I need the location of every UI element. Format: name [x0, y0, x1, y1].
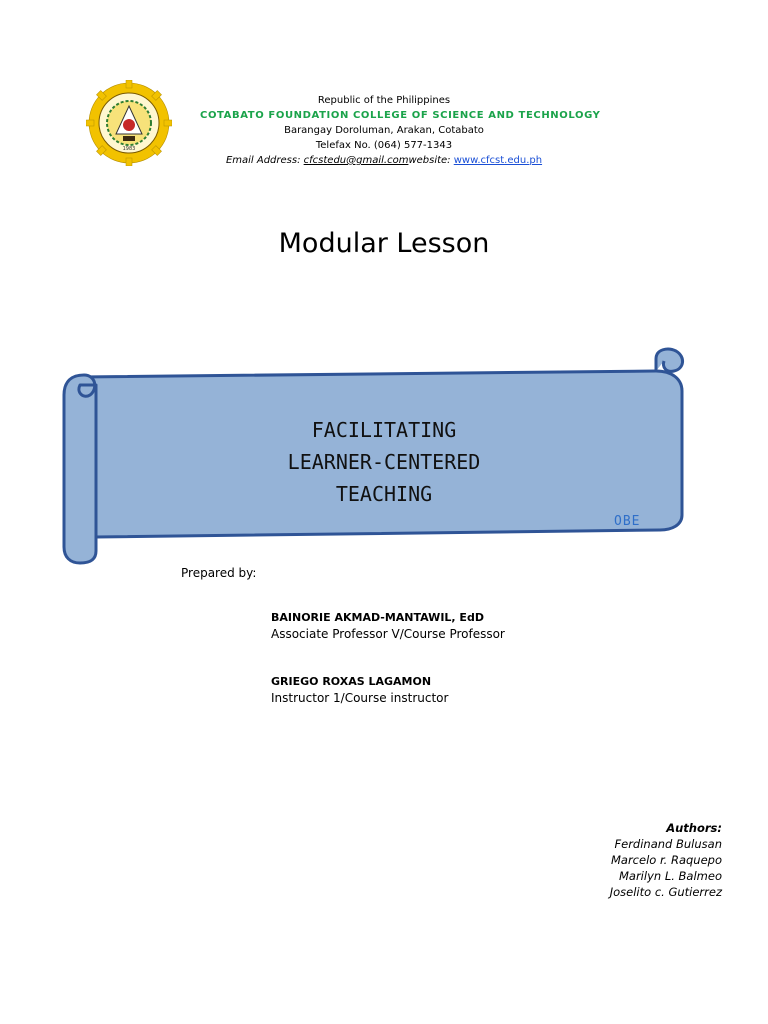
republic-line: Republic of the Philippines — [317, 95, 451, 106]
preparer-2 — [271, 675, 448, 705]
banner-title — [150, 414, 618, 510]
author-name: Ferdinand Bulusan — [614, 837, 722, 851]
website-link[interactable]: www.cfcst.edu.ph — [453, 155, 543, 166]
preparer-2-role: Instructor 1/Course instructor — [271, 691, 449, 705]
author-name: Marcelo r. Raquepo — [610, 853, 722, 867]
preparer-1-name: BAINORIE AKMAD-MANTAWIL, EdD — [271, 611, 484, 624]
page-title: Modular Lesson — [278, 228, 490, 259]
telefax-line: Telefax No. (064) 577-1343 — [315, 140, 453, 151]
college-seal-logo — [86, 80, 172, 166]
website-label: website: — [408, 155, 454, 166]
seal-year: 1983 — [122, 146, 136, 152]
banner-line-3: TEACHING — [335, 482, 433, 506]
author-name: Marilyn L. Balmeo — [618, 869, 722, 883]
preparer-2-name: GRIEGO ROXAS LAGAMON — [271, 675, 432, 688]
prepared-by-label: Prepared by: — [181, 566, 257, 580]
authors-label: Authors: — [666, 821, 722, 835]
email-address: cfcstedu@gmail.com — [303, 155, 409, 166]
letterhead — [200, 93, 601, 168]
email-label: Email Address: — [225, 155, 304, 166]
contact-line — [200, 153, 568, 168]
address-line: Barangay Doroluman, Arakan, Cotabato — [284, 125, 484, 136]
authors-block — [470, 820, 722, 900]
banner-line-2: LEARNER-CENTERED — [287, 450, 481, 474]
preparer-1-role: Associate Professor V/Course Professor — [271, 627, 505, 641]
author-name: Joselito c. Gutierrez — [609, 885, 722, 899]
preparer-1 — [271, 611, 505, 641]
college-name: COTABATO FOUNDATION COLLEGE OF SCIENCE AND TECHNOLOGY — [200, 110, 601, 121]
banner-line-1: FACILITATING — [311, 418, 457, 442]
obe-tag: OBE — [614, 514, 641, 529]
